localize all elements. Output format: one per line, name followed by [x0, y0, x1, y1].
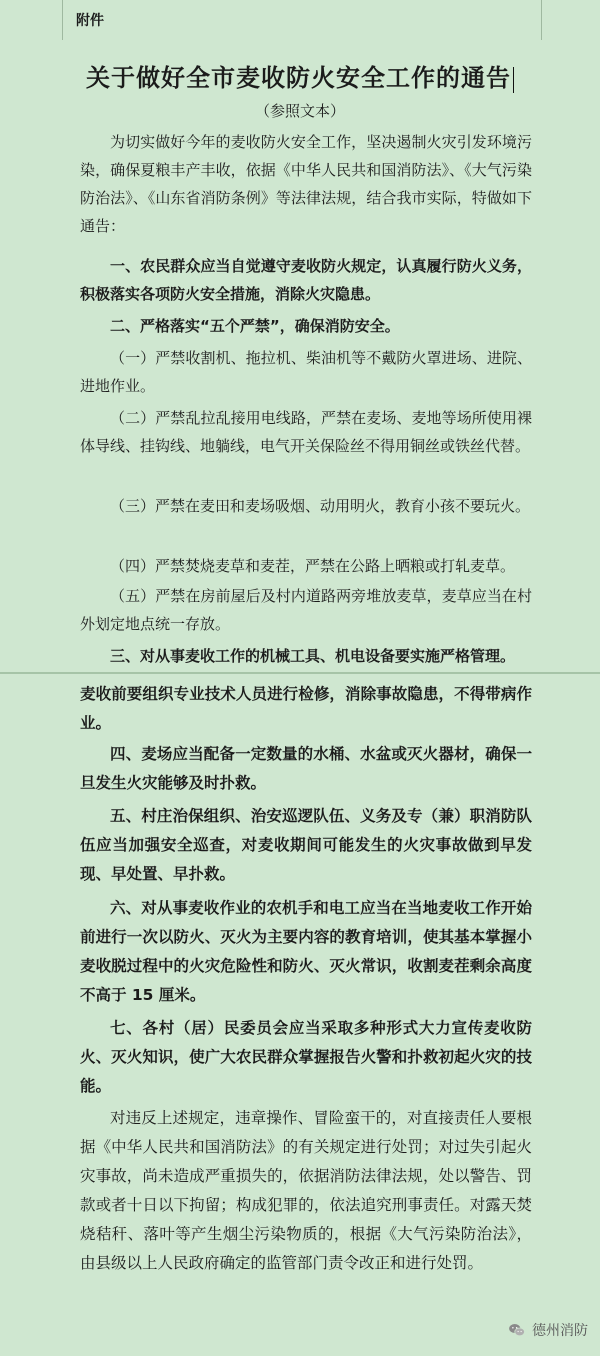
item-1-paragraph: 一、农民群众应当自觉遵守麦收防火规定，认真履行防火义务，积极落实各项防火安全措施，消除火灾隐患。: [80, 257, 532, 303]
item-6-paragraph: 六、对从事麦收作业的农机手和电工应当在当地麦收工作开始前进行一次以防火、灭火为主要内容的教育培训，使其基本掌握小麦收脱过程中的火灾危险性和防火、灭火常识，收割麦茬剩余高度不高于 15 厘米。: [80, 899, 532, 1004]
sub-item-1-paragraph: （一）严禁收割机、拖拉机、柴油机等不戴防火罩进场、进院、进地作业。: [80, 349, 532, 395]
document-title-text: 关于做好全市麦收防火安全工作的通告: [86, 63, 511, 92]
wechat-icon: [508, 1321, 526, 1339]
text-cursor: [513, 67, 514, 93]
document-subtitle: （参照文本）: [254, 102, 345, 120]
watermark-text: 德州消防: [532, 1323, 588, 1339]
intro-paragraph: 为切实做好今年的麦收防火安全工作，坚决遏制火灾引发环境污染，确保夏粮丰产丰收，依据《中华人民共和国消防法》、《大气污染防治法》、《山东省消防条例》等法律法规，结合我市实际，特做如下通告：: [80, 133, 532, 235]
sub-item-3-paragraph: （三）严禁在麦田和麦场吸烟、动用明火，教育小孩不要玩火。: [110, 497, 531, 515]
margin-line-right: [541, 0, 542, 40]
penalty-paragraph: 对违反上述规定，违章操作、冒险蛮干的，对直接责任人要根据《中华人民共和国消防法》的有关规定进行处罚；对过失引起火灾事故，尚未造成严重损失的，依据消防法律法规，处以警告、罚款或者十日以下拘留；构成犯罪的，依法追究刑事责任。对露天焚烧秸秆、落叶等产生烟尘污染物质的，根据《大气污染防治法》，由县级以上人民政府确定的监管部门责令改正和进行处罚。: [80, 1109, 532, 1272]
sub-item-5-paragraph: （五）严禁在房前屋后及村内道路两旁堆放麦草，麦草应当在村外划定地点统一存放。: [80, 587, 532, 633]
page-break-divider: [0, 672, 600, 674]
item-2-paragraph: 二、严格落实“五个严禁”，确保消防安全。: [110, 317, 400, 335]
sub-item-2-paragraph: （二）严禁乱拉乱接用电线路，严禁在麦场、麦地等场所使用裸体导线、挂钩线、地躺线，电气开关保险丝不得用铜丝或铁丝代替。: [80, 409, 532, 455]
item-5-paragraph: 五、村庄治保组织、治安巡逻队伍、义务及专（兼）职消防队伍应当加强安全巡查，对麦收期间可能发生的火灾事故做到早发现、早处置、早扑救。: [80, 807, 532, 883]
sub-item-4-paragraph: （四）严禁焚烧麦草和麦茬，严禁在公路上晒粮或打轧麦草。: [110, 557, 516, 575]
item-4-paragraph: 四、麦场应当配备一定数量的水桶、水盆或灭火器材，确保一旦发生火灾能够及时扑救。: [80, 745, 532, 792]
source-watermark: [508, 1320, 588, 1340]
margin-line-left: [62, 0, 63, 40]
attachment-label: 附件: [76, 13, 104, 29]
item-3-continuation: 麦收前要组织专业技术人员进行检修，消除事故隐患，不得带病作业。: [80, 685, 532, 732]
item-7-paragraph: 七、各村（居）民委员会应当采取多种形式大力宣传麦收防火、灭火知识，使广大农民群众掌握报告火警和扑救初起火灾的技能。: [80, 1019, 532, 1095]
document-title: [0, 58, 600, 93]
item-3-heading: 三、对从事麦收工作的机械工具、机电设备要实施严格管理。: [110, 647, 516, 665]
